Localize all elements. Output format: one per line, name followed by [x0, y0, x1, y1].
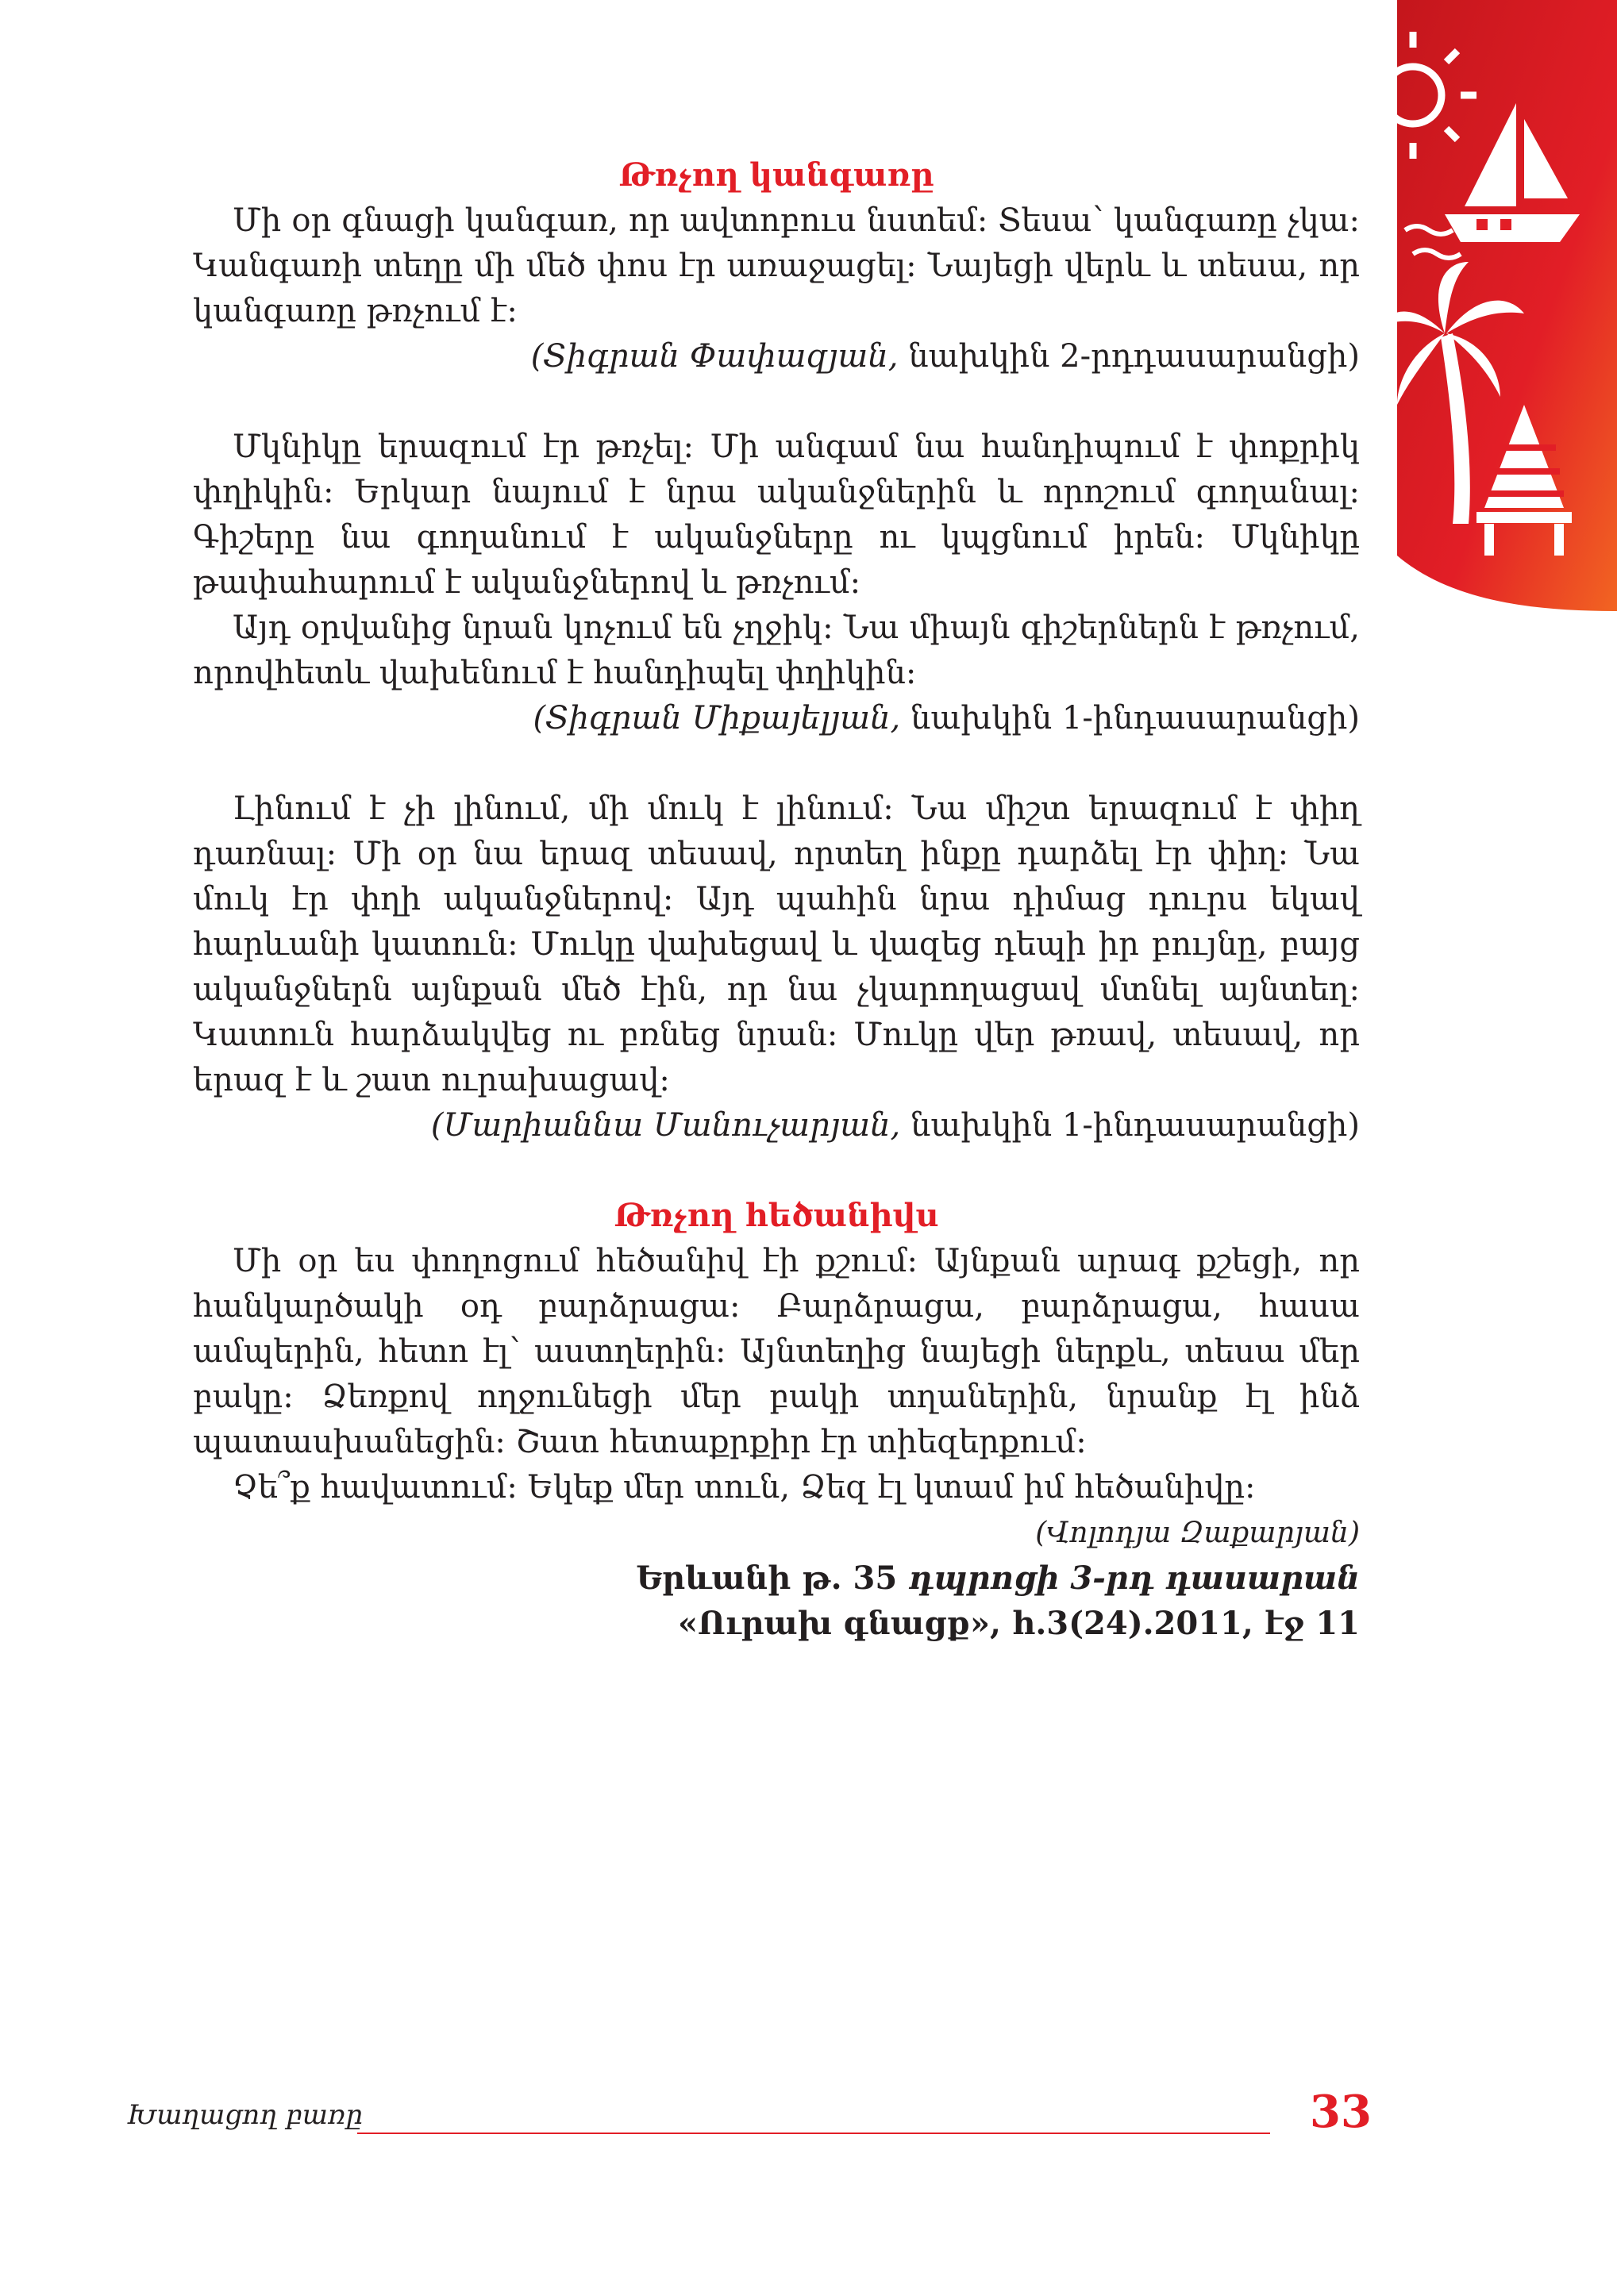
footer-caption: Խաղացող բառը: [127, 2099, 363, 2131]
story-title-flying-stop: Թռչող կանգառը: [618, 156, 934, 194]
story-flying-bicycle-text-1: Մի օր ես փողոցում հեծանիվ էի քշում: Այնքան արագ քշեցի, որ հանկարծակի օդ բարձրացա: Բարձրացա, բարձրացա, հասա ամպերին, հետո էլ՝ աստղերին: Այնտեղից նայեցի ներքև, տեսա մեր բակը: Ձեռքով ողջունեցի մեր բակի տղաներին, նրանք էլ ինձ պատասխանեցին: Շատ հետաքրքիր էր տիեզերքում:: [193, 1243, 1360, 1460]
article-content: [193, 152, 1360, 1646]
story-mouse-bat-text-2: Այդ օրվանից նրան կոչում են չղջիկ: Նա միայն գիշերներն է թռչում, որովհետև վախենում է հանդիպել փղիկին:: [193, 610, 1360, 691]
story-mouse-elephant-author: [193, 1103, 1360, 1148]
story-flying-bicycle-text-2: Չե՞ք հավատում: Եկեք մեր տուն, Ձեզ էլ կտամ իմ հեծանիվը:: [233, 1469, 1256, 1506]
author-grade: նախկին 1-ինդասարանցի): [900, 700, 1360, 736]
source-school: [193, 1556, 1360, 1601]
author-name: (Տիգրան Միքայելյան,: [533, 700, 901, 736]
story-mouse-elephant-text: Լինում է չի լինում, մի մուկ է լինում: Նա միշտ երազում է փիղ դառնալ: Մի օր նա երազ տեսավ, որտեղ ինքը դարձել էր փիղ: Նա մուկ էր փղի ականջներով: Այդ պահին նրա դիմաց դուրս եկավ հարևանի կատուն: Մուկը վախեցավ և վազեց դեպի իր բույնը, բայց ականջներն այնքան մեծ էին, որ նա չկարողացավ մտնել այնտեղ: Կատուն հարձակվեց ու բռնեց նրան: Մուկը վեր թռավ, տեսավ, որ երազ է և շատ ուրախացավ:: [193, 790, 1360, 1098]
source-school-prefix: Երևանի թ. 35: [636, 1560, 909, 1597]
story-mouse-bat-text-1: Մկնիկը երազում էր թռչել: Մի անգամ նա հանդիպում է փոքրիկ փղիկին: Երկար նայում է նրա ականջներին և որոշում գողանալ: Գիշերը նա գողանում է ականջները ու կպցնում իրեն: Մկնիկը թափահարում է ականջներով և թռչում:: [193, 429, 1360, 601]
corner-decoration: [1397, 0, 1617, 611]
story-title-flying-bicycle: Թռչող հեծանիվս: [614, 1197, 939, 1234]
page-number: 33: [1310, 2086, 1372, 2138]
story-mouse-bat-author: [193, 696, 1360, 741]
story-flying-stop-text: Մի օր գնացի կանգառ, որ ավտոբուս նստեմ: Տեսա՝ կանգառը չկա: Կանգառի տեղը մի մեծ փոս էր առաջացել: Նայեցի վերև և տեսա, որ կանգառը թռչում է:: [193, 202, 1360, 329]
author-grade: նախկին 1-ինդասարանցի): [900, 1107, 1360, 1144]
author-grade: նախկին 2-րդդասարանցի): [898, 338, 1360, 375]
author-name: (Մարիաննա Մանուչարյան,: [430, 1107, 901, 1144]
source-school-suffix: դպրոցի 3-րդ դասարան: [908, 1560, 1360, 1597]
story-flying-bicycle-author: (Վոլոդյա Զաքարյան): [1035, 1517, 1360, 1549]
author-name: (Տիգրան Փափազյան,: [530, 338, 899, 375]
source-journal: «Ուրախ գնացք», հ.3(24).2011, էջ 11: [678, 1605, 1360, 1642]
story-flying-stop-author: [193, 334, 1360, 379]
footer-divider: [357, 2133, 1270, 2134]
